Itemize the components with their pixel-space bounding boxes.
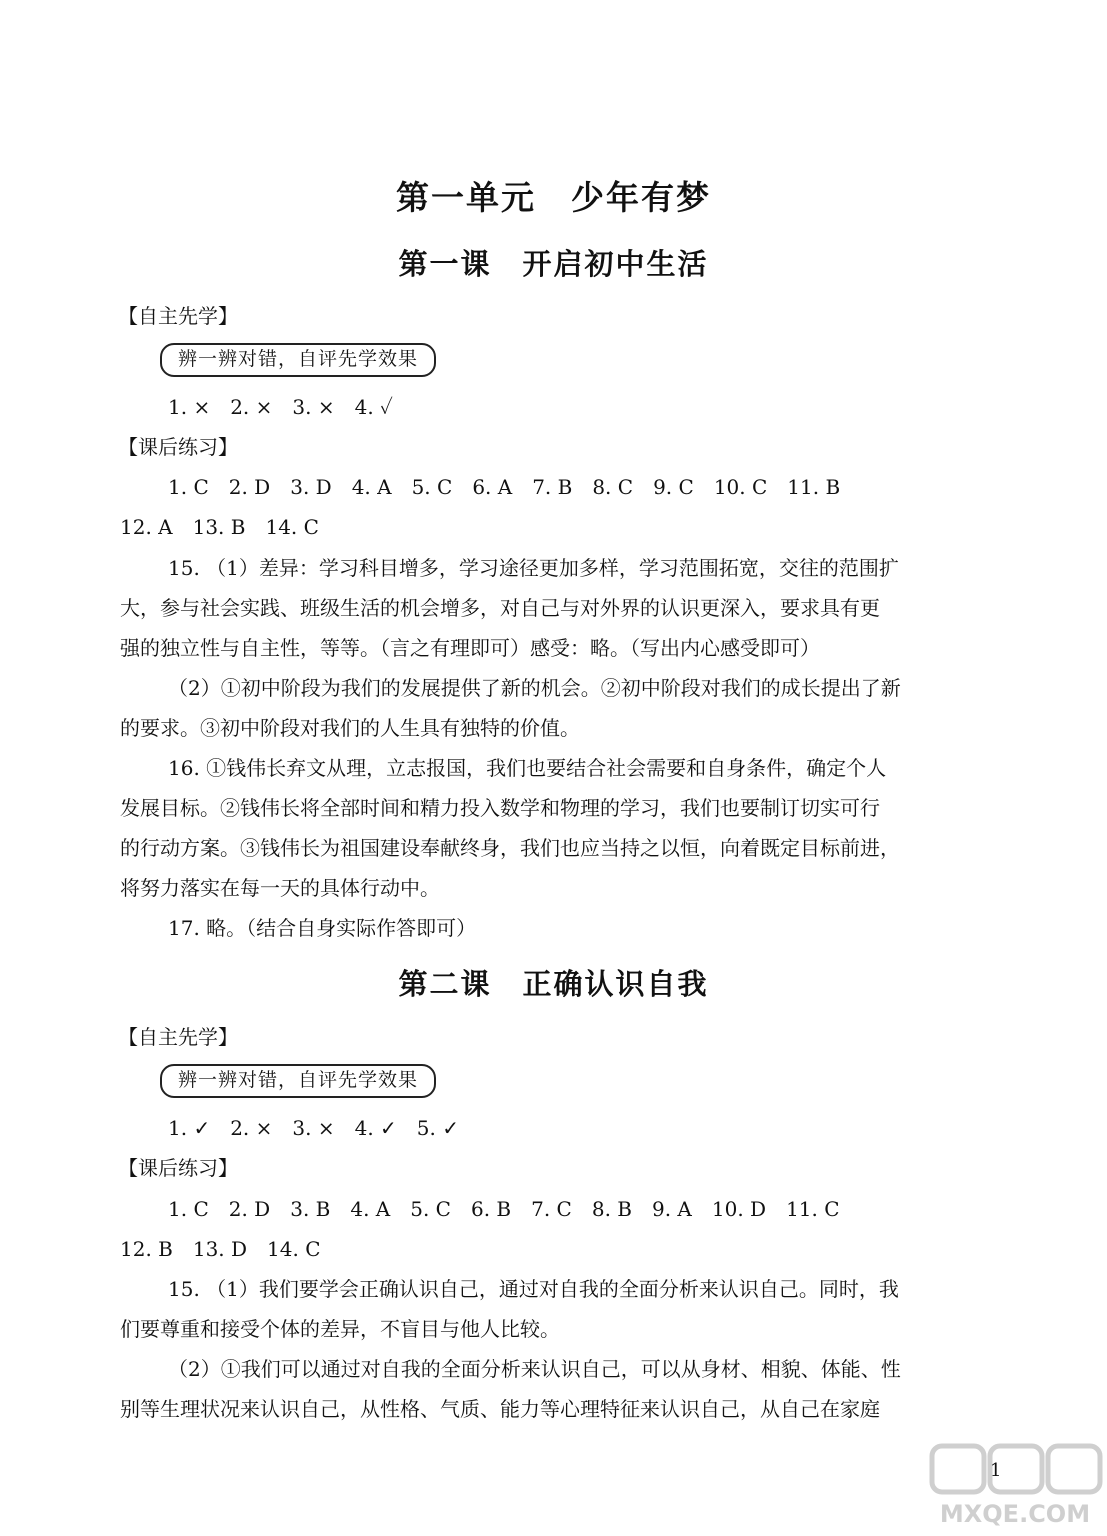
answer-text-line: 强的独立性与自主性，等等。（言之有理即可）感受：略。（写出内心感受即可） bbox=[120, 636, 820, 660]
answer-text-line: 16. ①钱伟长弃文从理，立志报国，我们也要结合社会需要和自身条件，确定个人 bbox=[168, 756, 887, 780]
answer-text-line: 15. （1）差异：学习科目增多，学习途径更加多样，学习范围拓宽，交往的范围扩 bbox=[168, 556, 899, 580]
lesson-2-title: 第二课 正确认识自我 bbox=[398, 967, 709, 1001]
answer-text-line: 15. （1）我们要学会正确认识自己，通过对自我的全面分析来认识自己。同时，我 bbox=[168, 1277, 899, 1301]
practice-label: 【课后练习】 bbox=[118, 1156, 238, 1180]
judge-banner: 辨一辨对错，自评先学效果 bbox=[160, 1064, 436, 1098]
answer-text-line: 将努力落实在每一天的具体行动中。 bbox=[120, 876, 440, 900]
answer-text-line: （2）①初中阶段为我们的发展提供了新的机会。②初中阶段对我们的成长提出了新 bbox=[168, 676, 901, 700]
judge-answers: 1. ✓ 2. × 3. × 4. ✓ 5. ✓ bbox=[168, 1116, 459, 1140]
answer-text-line: （2）①我们可以通过对自我的全面分析来认识自己，可以从身材、相貌、体能、性 bbox=[168, 1357, 901, 1381]
choice-answers-line: 1. C 2. D 3. B 4. A 5. C 6. B 7. C 8. B 9. A 10. D 11. C bbox=[168, 1197, 840, 1221]
lesson-1-title: 第一课 开启初中生活 bbox=[398, 247, 709, 281]
answer-text-line: 的行动方案。③钱伟长为祖国建设奉献终身，我们也应当持之以恒，向着既定目标前进， bbox=[120, 836, 900, 860]
judge-answers: 1. × 2. × 3. × 4. ✓ bbox=[168, 395, 393, 419]
practice-label: 【课后练习】 bbox=[118, 435, 238, 459]
watermark-text: MXQE.COM bbox=[939, 1500, 1091, 1528]
page-number: 1 bbox=[990, 1460, 1002, 1481]
judge-banner: 辨一辨对错，自评先学效果 bbox=[160, 343, 436, 377]
watermark-logo bbox=[926, 1440, 1104, 1530]
answer-text-line: 们要尊重和接受个体的差异，不盲目与他人比较。 bbox=[120, 1317, 560, 1341]
answer-text-line: 的要求。③初中阶段对我们的人生具有独特的价值。 bbox=[120, 716, 580, 740]
answer-text-line: 别等生理状况来认识自己，从性格、气质、能力等心理特征来认识自己，从自己在家庭 bbox=[120, 1397, 880, 1421]
choice-answers-line: 12. B 13. D 14. C bbox=[120, 1237, 321, 1261]
unit-title: 第一单元 少年有梦 bbox=[396, 178, 711, 217]
self-study-label: 【自主先学】 bbox=[118, 304, 238, 328]
answer-text-line: 发展目标。②钱伟长将全部时间和精力投入数学和物理的学习，我们也要制订切实可行 bbox=[120, 796, 880, 820]
self-study-label: 【自主先学】 bbox=[118, 1025, 238, 1049]
choice-answers-line: 12. A 13. B 14. C bbox=[120, 515, 319, 539]
answer-text-line: 17. 略。（结合自身实际作答即可） bbox=[168, 916, 477, 940]
choice-answers-line: 1. C 2. D 3. D 4. A 5. C 6. A 7. B 8. C 9. C 10. C 11. B bbox=[168, 475, 841, 499]
answer-text-line: 大，参与社会实践、班级生活的机会增多，对自己与对外界的认识更深入，要求具有更 bbox=[120, 596, 880, 620]
